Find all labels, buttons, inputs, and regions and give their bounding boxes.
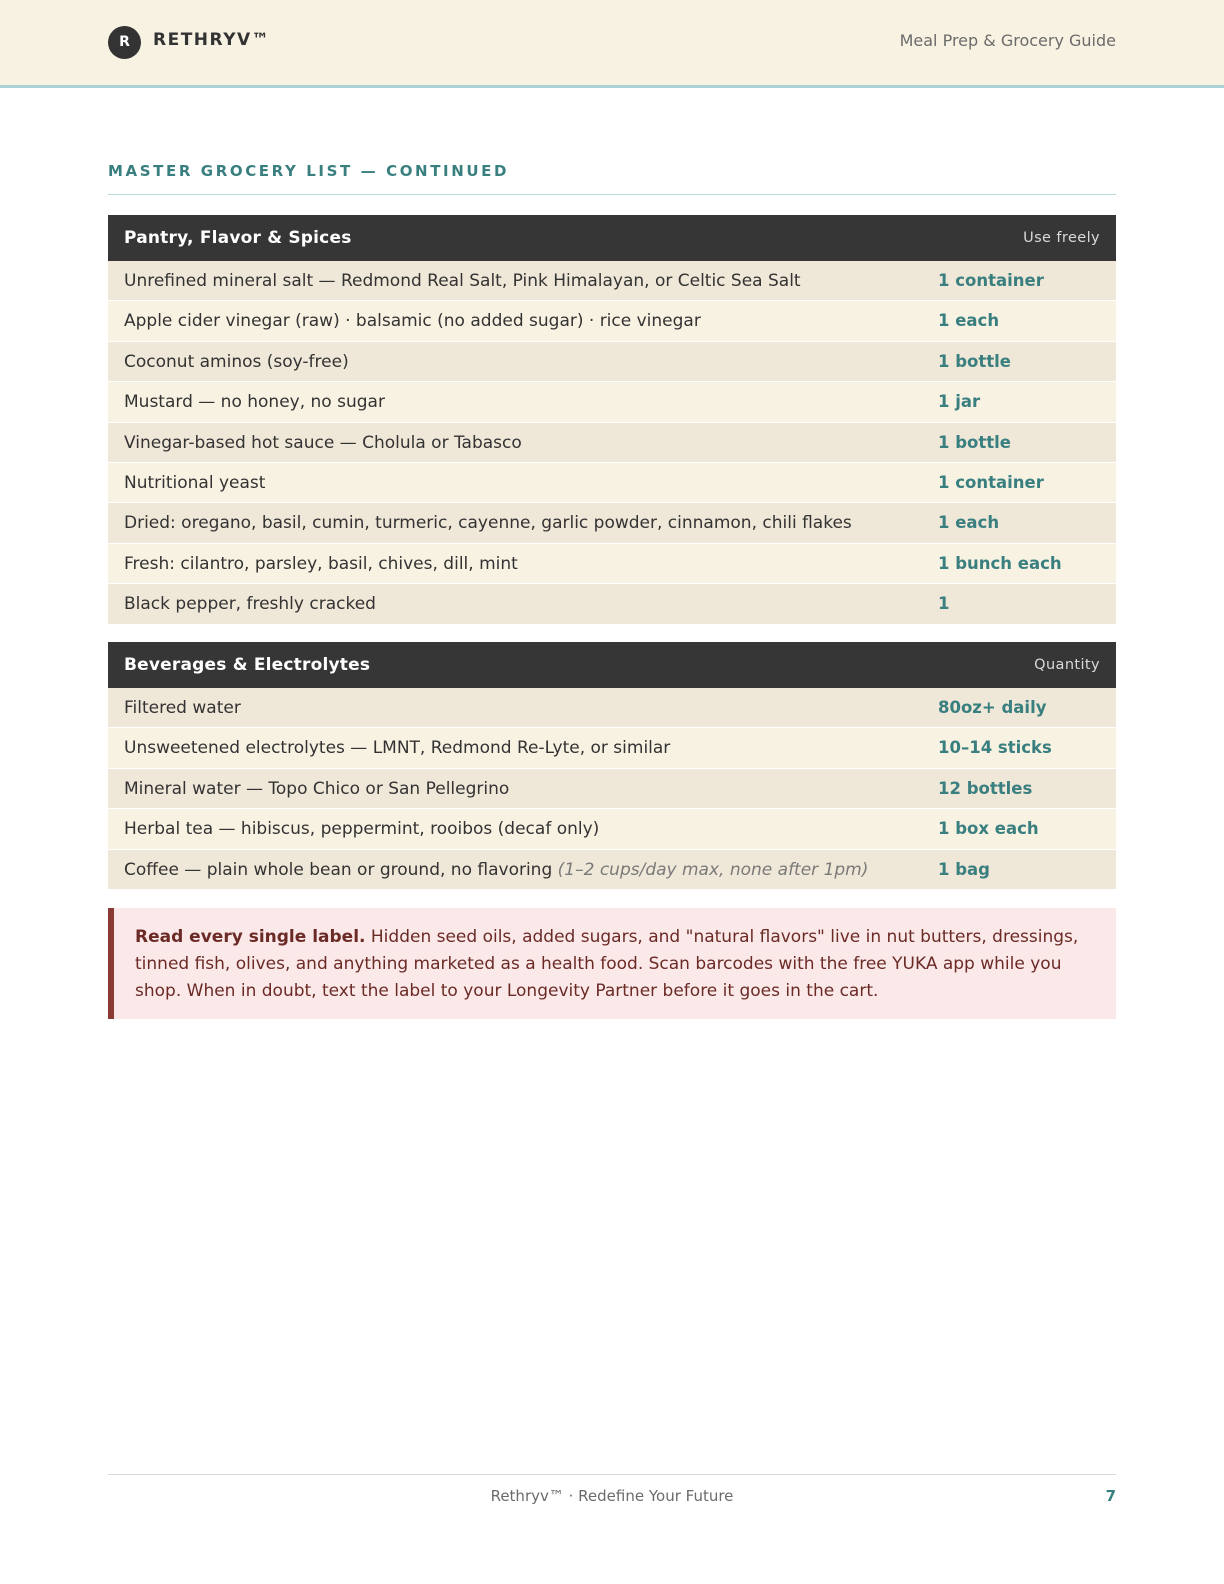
item-name: Mineral water — Topo Chico or San Pellegrino: [124, 778, 510, 799]
table-row: [108, 544, 1116, 584]
item-name: Unrefined mineral salt — Redmond Real Salt, Pink Himalayan, or Celtic Sea Salt: [124, 271, 801, 291]
guide-title: Meal Prep & Grocery Guide: [899, 31, 1116, 50]
callout-lead: Read every single label.: [135, 927, 366, 947]
table-row: [108, 382, 1116, 422]
brand-name: RETHRYV™: [153, 30, 271, 50]
item-name: Unsweetened electrolytes — LMNT, Redmond Re-Lyte, or similar: [124, 738, 671, 759]
table-row: [108, 463, 1116, 503]
table-row: [108, 342, 1116, 382]
item-quantity: 12 bottles: [938, 778, 1033, 798]
table-header-note: Quantity: [1034, 657, 1100, 673]
table-row: [108, 728, 1116, 768]
table-row: [108, 769, 1116, 809]
table-row: [108, 423, 1116, 463]
table-row: [108, 809, 1116, 849]
item-quantity: 1 container: [938, 271, 1044, 290]
item-text: Coffee — plain whole bean or ground, no flavoring: [124, 859, 553, 880]
item-quantity: 1 box each: [938, 819, 1039, 839]
item-quantity: 10–14 sticks: [938, 738, 1052, 758]
item-name: Vinegar-based hot sauce — Cholula or Tabasco: [124, 432, 522, 453]
item-name: Dried: oregano, basil, cumin, turmeric, cayenne, garlic powder, cinnamon, chili flakes: [124, 513, 852, 534]
page-header: [0, 0, 1224, 88]
item-quantity: 1 jar: [938, 392, 981, 412]
item-name: [124, 860, 868, 880]
beverages-table: [108, 642, 1116, 890]
item-name: Coconut aminos (soy-free): [124, 351, 349, 372]
item-quantity: 1 bag: [938, 859, 990, 879]
section-divider: [108, 194, 1116, 195]
item-note: (1–2 cups/day max, none after 1pm): [557, 859, 869, 880]
callout-body: Hidden seed oils, added sugars, and "natural flavors" live in nut butters, dressings, tinned fish, olives, and anything marketed as a health food. Scan barcodes with the free YUKA app while you shop. When in doubt, text the label to your Longevity Partner before it goes in the cart.: [135, 927, 1079, 1001]
item-quantity: 1 container: [938, 472, 1044, 492]
table-header: [108, 642, 1116, 688]
item-name: Herbal tea — hibiscus, peppermint, rooibos (decaf only): [124, 819, 600, 840]
item-name: Fresh: cilantro, parsley, basil, chives, dill, mint: [124, 553, 518, 574]
item-quantity: 1 each: [938, 513, 1000, 533]
item-name: Black pepper, freshly cracked: [124, 594, 376, 615]
table-row: [108, 688, 1116, 728]
table-row: [108, 503, 1116, 543]
item-quantity: 1 bunch each: [938, 553, 1062, 573]
pantry-table: [108, 215, 1116, 625]
section-title: MASTER GROCERY LIST — CONTINUED: [108, 162, 510, 180]
table-title: Beverages & Electrolytes: [124, 655, 371, 675]
label-warning-callout: [108, 908, 1116, 1019]
table-row: [108, 301, 1116, 341]
item-name: Nutritional yeast: [124, 472, 266, 493]
item-quantity: 1: [938, 594, 950, 614]
table-row: [108, 261, 1116, 301]
table-title: Pantry, Flavor & Spices: [124, 228, 352, 248]
item-name: Apple cider vinegar (raw) · balsamic (no added sugar) · rice vinegar: [124, 311, 701, 332]
item-quantity: 1 bottle: [938, 432, 1011, 452]
item-quantity: 1 bottle: [938, 351, 1011, 371]
footer-divider: [108, 1474, 1116, 1475]
item-quantity: 80oz+ daily: [938, 698, 1047, 717]
table-row: [108, 850, 1116, 890]
footer-text: Rethryv™ · Redefine Your Future: [490, 1487, 734, 1505]
table-header-note: Use freely: [1023, 230, 1100, 246]
table-header: [108, 215, 1116, 261]
table-row: [108, 584, 1116, 624]
item-name: Filtered water: [124, 698, 241, 718]
brand-logo: R: [108, 26, 141, 59]
item-quantity: 1 each: [938, 311, 1000, 331]
page-number: 7: [1105, 1487, 1116, 1505]
item-name: Mustard — no honey, no sugar: [124, 392, 385, 413]
